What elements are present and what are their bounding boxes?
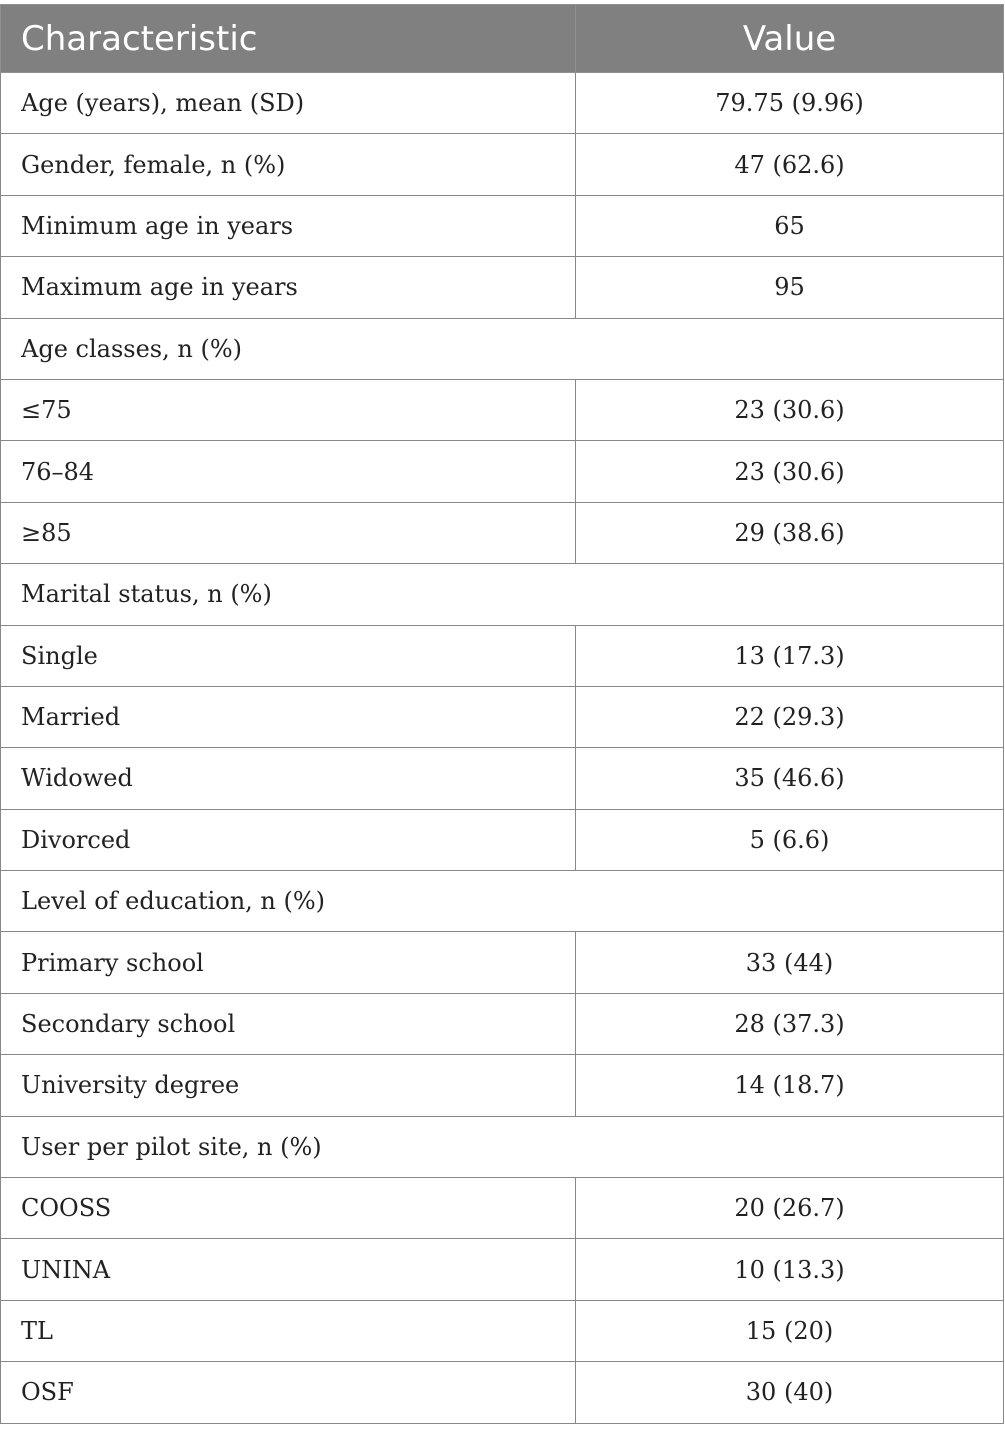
row-value: 79.75 (9.96) [576, 73, 1004, 134]
row-label: Gender, female, n (%) [1, 134, 576, 195]
row-label: Minimum age in years [1, 195, 576, 256]
table-row [1, 441, 1004, 502]
table-row [1, 257, 1004, 318]
row-value: 10 (13.3) [576, 1239, 1004, 1300]
row-label: Single [1, 625, 576, 686]
row-label: Widowed [1, 748, 576, 809]
row-label: COOSS [1, 1178, 576, 1239]
section-label: Marital status, n (%) [1, 564, 1004, 625]
table-row [1, 932, 1004, 993]
table-row [1, 1055, 1004, 1116]
row-value: 20 (26.7) [576, 1178, 1004, 1239]
table-row [1, 1362, 1004, 1423]
row-value: 23 (30.6) [576, 379, 1004, 440]
table-row [1, 748, 1004, 809]
table-row [1, 686, 1004, 747]
row-value: 23 (30.6) [576, 441, 1004, 502]
row-value: 47 (62.6) [576, 134, 1004, 195]
section-label: Age classes, n (%) [1, 318, 1004, 379]
row-label: University degree [1, 1055, 576, 1116]
row-value: 5 (6.6) [576, 809, 1004, 870]
row-value: 65 [576, 195, 1004, 256]
table-row [1, 195, 1004, 256]
row-value: 29 (38.6) [576, 502, 1004, 563]
row-value: 33 (44) [576, 932, 1004, 993]
section-row-pilot-site [1, 1116, 1004, 1177]
table-row [1, 993, 1004, 1054]
row-value: 28 (37.3) [576, 993, 1004, 1054]
row-label: Divorced [1, 809, 576, 870]
row-value: 15 (20) [576, 1300, 1004, 1361]
row-label: TL [1, 1300, 576, 1361]
table-row [1, 134, 1004, 195]
row-label: Primary school [1, 932, 576, 993]
row-label: ≥85 [1, 502, 576, 563]
table-body [1, 73, 1004, 1424]
row-value: 30 (40) [576, 1362, 1004, 1423]
header-characteristic: Characteristic [1, 5, 576, 73]
row-value: 95 [576, 257, 1004, 318]
row-label: Age (years), mean (SD) [1, 73, 576, 134]
row-label: Secondary school [1, 993, 576, 1054]
row-value: 13 (17.3) [576, 625, 1004, 686]
table-row [1, 1300, 1004, 1361]
row-value: 14 (18.7) [576, 1055, 1004, 1116]
section-label: User per pilot site, n (%) [1, 1116, 1004, 1177]
section-row-education [1, 871, 1004, 932]
row-label: ≤75 [1, 379, 576, 440]
header-value: Value [576, 5, 1004, 73]
row-label: UNINA [1, 1239, 576, 1300]
table-row [1, 1239, 1004, 1300]
row-label: 76–84 [1, 441, 576, 502]
row-value: 22 (29.3) [576, 686, 1004, 747]
table-row [1, 502, 1004, 563]
row-label: Married [1, 686, 576, 747]
characteristics-table [0, 4, 1004, 1424]
row-value: 35 (46.6) [576, 748, 1004, 809]
section-label: Level of education, n (%) [1, 871, 1004, 932]
section-row-marital-status [1, 564, 1004, 625]
table-row [1, 73, 1004, 134]
table-row [1, 379, 1004, 440]
table-row [1, 1178, 1004, 1239]
row-label: OSF [1, 1362, 576, 1423]
table-row [1, 809, 1004, 870]
section-row-age-classes [1, 318, 1004, 379]
row-label: Maximum age in years [1, 257, 576, 318]
table-header-row [1, 5, 1004, 73]
table-row [1, 625, 1004, 686]
